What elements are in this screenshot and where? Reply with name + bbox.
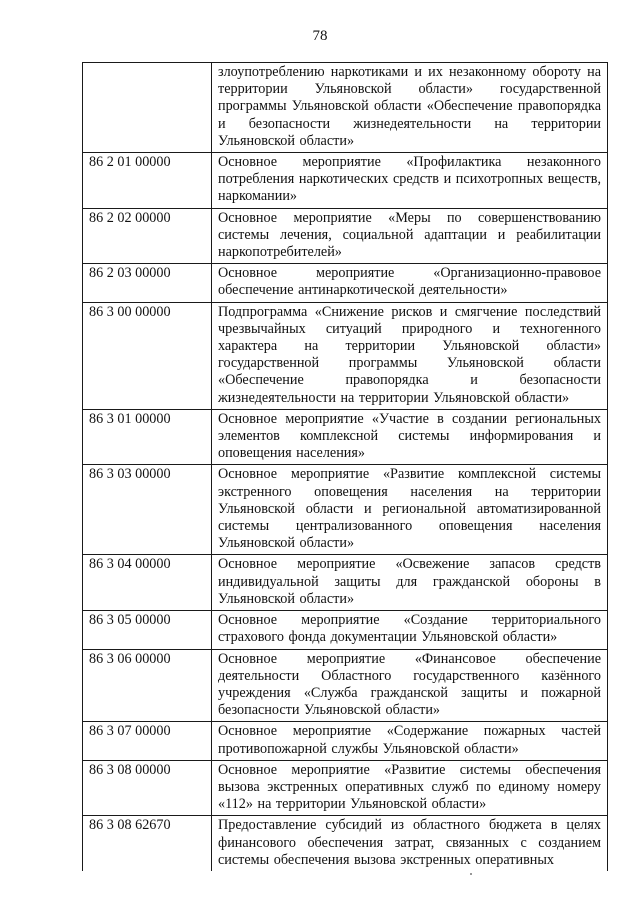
description-cell: Основное мероприятие «Создание территориального страхового фонда документации Ульяновской области» xyxy=(212,611,608,649)
table-row xyxy=(83,465,608,555)
table-row xyxy=(83,722,608,760)
description-cell: Основное мероприятие «Меры по совершенствованию системы лечения, социальной адаптации и реабилитации наркопотребителей» xyxy=(212,208,608,264)
code-cell: 86 3 06 00000 xyxy=(83,649,212,722)
description-cell: Основное мероприятие «Финансовое обеспечение деятельности Областного государственного казённого учреждения «Служба гражданской защиты и пожарной безопасности Ульяновской области» xyxy=(212,649,608,722)
code-cell: 86 3 03 00000 xyxy=(83,465,212,555)
description-cell: Предоставление субсидий из областного бюджета в целях финансового обеспечения затрат, связанных с созданием системы обеспечения вызова экстренных оперативных xyxy=(212,816,608,871)
table-row xyxy=(83,649,608,722)
code-cell: 86 3 08 62670 xyxy=(83,816,212,871)
code-cell: 86 2 03 00000 xyxy=(83,264,212,302)
description-cell: Основное мероприятие «Профилактика незаконного потребления наркотических средств и психотропных веществ, наркомании» xyxy=(212,153,608,209)
code-cell: 86 3 08 00000 xyxy=(83,760,212,816)
description-cell: злоупотреблению наркотиками и их незаконному обороту на территории Ульяновской области» государственной программы Ульяновской области «Обеспечение правопорядка и безопасности жизнедеятельности на территории Ульяновской области» xyxy=(212,63,608,153)
code-cell: 86 3 07 00000 xyxy=(83,722,212,760)
table-row xyxy=(83,555,608,611)
code-cell: 86 3 01 00000 xyxy=(83,409,212,465)
budget-classifier-table xyxy=(82,62,608,871)
description-cell: Основное мероприятие «Организационно-правовое обеспечение антинаркотической деятельности» xyxy=(212,264,608,302)
table-row xyxy=(83,63,608,153)
table-row xyxy=(83,409,608,465)
table-row xyxy=(83,208,608,264)
description-cell: Основное мероприятие «Участие в создании региональных элементов комплексной системы информирования и оповещения населения» xyxy=(212,409,608,465)
description-cell: Основное мероприятие «Развитие комплексной системы экстренного оповещения населения на территории Ульяновской области и региональной автоматизированной системы централизованного оповещения населения Ульяновской области» xyxy=(212,465,608,555)
page-number: 78 xyxy=(312,28,328,44)
description-cell: Основное мероприятие «Содержание пожарных частей противопожарной службы Ульяновской области» xyxy=(212,722,608,760)
code-cell: 86 2 01 00000 xyxy=(83,153,212,209)
code-cell: 86 3 04 00000 xyxy=(83,555,212,611)
code-cell: 86 2 02 00000 xyxy=(83,208,212,264)
table-row xyxy=(83,153,608,209)
table-row xyxy=(83,816,608,871)
code-cell: 86 3 05 00000 xyxy=(83,611,212,649)
description-cell: Основное мероприятие «Освежение запасов средств индивидуальной защиты для гражданской обороны в Ульяновской области» xyxy=(212,555,608,611)
table-row xyxy=(83,760,608,816)
code-cell xyxy=(83,63,212,153)
table-row xyxy=(83,611,608,649)
code-cell: 86 3 00 00000 xyxy=(83,302,212,409)
description-cell: Подпрограмма «Снижение рисков и смягчение последствий чрезвычайных ситуаций природного и техногенного характера на территории Ульяновской области» государственной программы Ульяновской области «Обеспечение правопорядка и безопасности жизнедеятельности на территории Ульяновской области» xyxy=(212,302,608,409)
table-row xyxy=(83,264,608,302)
table-row xyxy=(83,302,608,409)
scan-speck xyxy=(470,873,472,875)
description-cell: Основное мероприятие «Развитие системы обеспечения вызова экстренных оперативных служб по единому номеру «112» на территории Ульяновской области» xyxy=(212,760,608,816)
